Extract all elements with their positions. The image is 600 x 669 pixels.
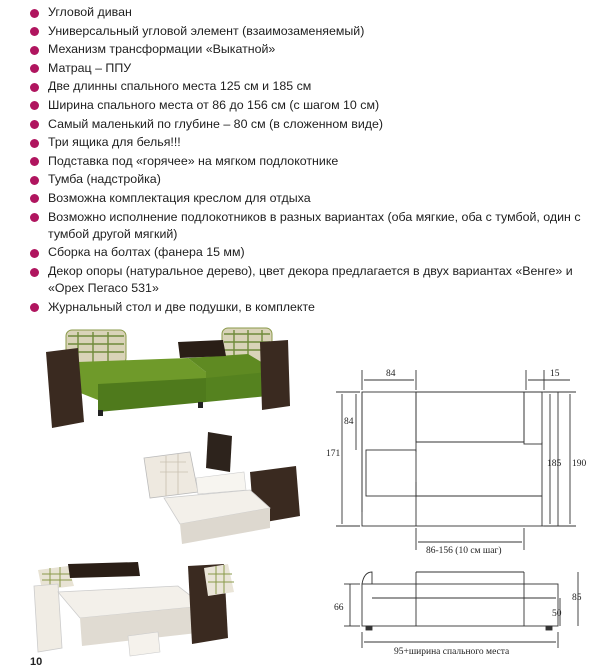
dim-top-width: 84 <box>386 369 396 379</box>
feature-text: Журнальный стол и две подушки, в комплекте <box>48 299 315 314</box>
bullet-icon <box>30 46 39 55</box>
feature-text: Универсальный угловой элемент (взаимозаменяемый) <box>48 23 365 38</box>
feature-item <box>26 244 586 261</box>
dim-right-inner: 185 <box>547 459 562 469</box>
feature-item <box>26 78 586 95</box>
feature-text: Ширина спального места от 86 до 156 см (с шагом 10 см) <box>48 97 380 112</box>
dim-side-right-inner: 50 <box>552 609 562 619</box>
feature-item <box>26 116 586 133</box>
bullet-icon <box>30 249 39 258</box>
feature-item <box>26 299 586 316</box>
feature-text: Механизм трансформации «Выкатной» <box>48 42 276 57</box>
feature-item <box>26 23 586 40</box>
green-corner-sofa-photo <box>38 322 298 432</box>
feature-item <box>26 209 586 244</box>
bullet-icon <box>30 120 39 129</box>
feature-text: Самый маленький по глубине – 80 см (в сложенном виде) <box>48 116 384 131</box>
feature-list <box>26 4 586 318</box>
feature-item <box>26 4 586 21</box>
feature-text: Две длинны спального места 125 см и 185 см <box>48 79 312 94</box>
feature-text: Декор опоры (натуральное дерево), цвет декора предлагается в двух вариантах «Венге» и «Орех Пегасо 531» <box>48 264 573 296</box>
side-outline <box>362 584 558 626</box>
bullet-icon <box>30 101 39 110</box>
bullet-icon <box>30 9 39 18</box>
feature-item <box>26 263 586 298</box>
dim-left-inner: 84 <box>344 417 354 427</box>
feature-text: Угловой диван <box>48 5 132 19</box>
bullet-icon <box>30 213 39 222</box>
bullet-icon <box>30 194 39 203</box>
dim-side-right-height: 85 <box>572 593 582 603</box>
feature-text: Матрац – ППУ <box>48 60 132 75</box>
feature-text: Сборка на болтах (фанера 15 мм) <box>48 245 245 260</box>
bullet-icon <box>30 157 39 166</box>
bullet-icon <box>30 176 39 185</box>
dim-side-left-height: 66 <box>334 603 344 613</box>
bullet-icon <box>30 303 39 312</box>
dim-left-total: 171 <box>326 449 341 459</box>
bullet-icon <box>30 268 39 277</box>
feature-text: Тумба (надстройка) <box>48 172 161 187</box>
feature-item <box>26 97 586 114</box>
feature-item <box>26 134 586 151</box>
dim-right-total: 190 <box>572 459 587 469</box>
dimension-diagram <box>326 362 592 657</box>
bullet-icon <box>30 139 39 148</box>
dim-side-bottom-width: 95+ширина спального места <box>394 647 510 657</box>
plan-outline <box>362 392 558 526</box>
bullet-icon <box>30 64 39 73</box>
page-number: 10 <box>30 656 43 668</box>
sofa-bed-unfolded-photo <box>28 552 258 664</box>
feature-text: Подставка под «горячее» на мягком подлокотнике <box>48 153 339 168</box>
feature-item <box>26 171 586 188</box>
feature-item <box>26 41 586 58</box>
feature-item <box>26 190 586 207</box>
bullet-icon <box>30 27 39 36</box>
feature-text: Три ящика для белья!!! <box>48 135 181 150</box>
feature-text: Возможно исполнение подлокотников в разных вариантах (оба мягкие, оба с тумбой, один с тумбой другой мягкий) <box>48 209 581 241</box>
feature-item <box>26 60 586 77</box>
feature-text: Возможна комплектация креслом для отдыха <box>48 190 311 205</box>
white-sofa-unfolded-photo <box>120 432 320 552</box>
feature-item <box>26 153 586 170</box>
bullet-icon <box>30 83 39 92</box>
dim-top-right: 15 <box>550 369 560 379</box>
dim-bottom-width: 86-156 (10 см шаг) <box>426 546 502 556</box>
